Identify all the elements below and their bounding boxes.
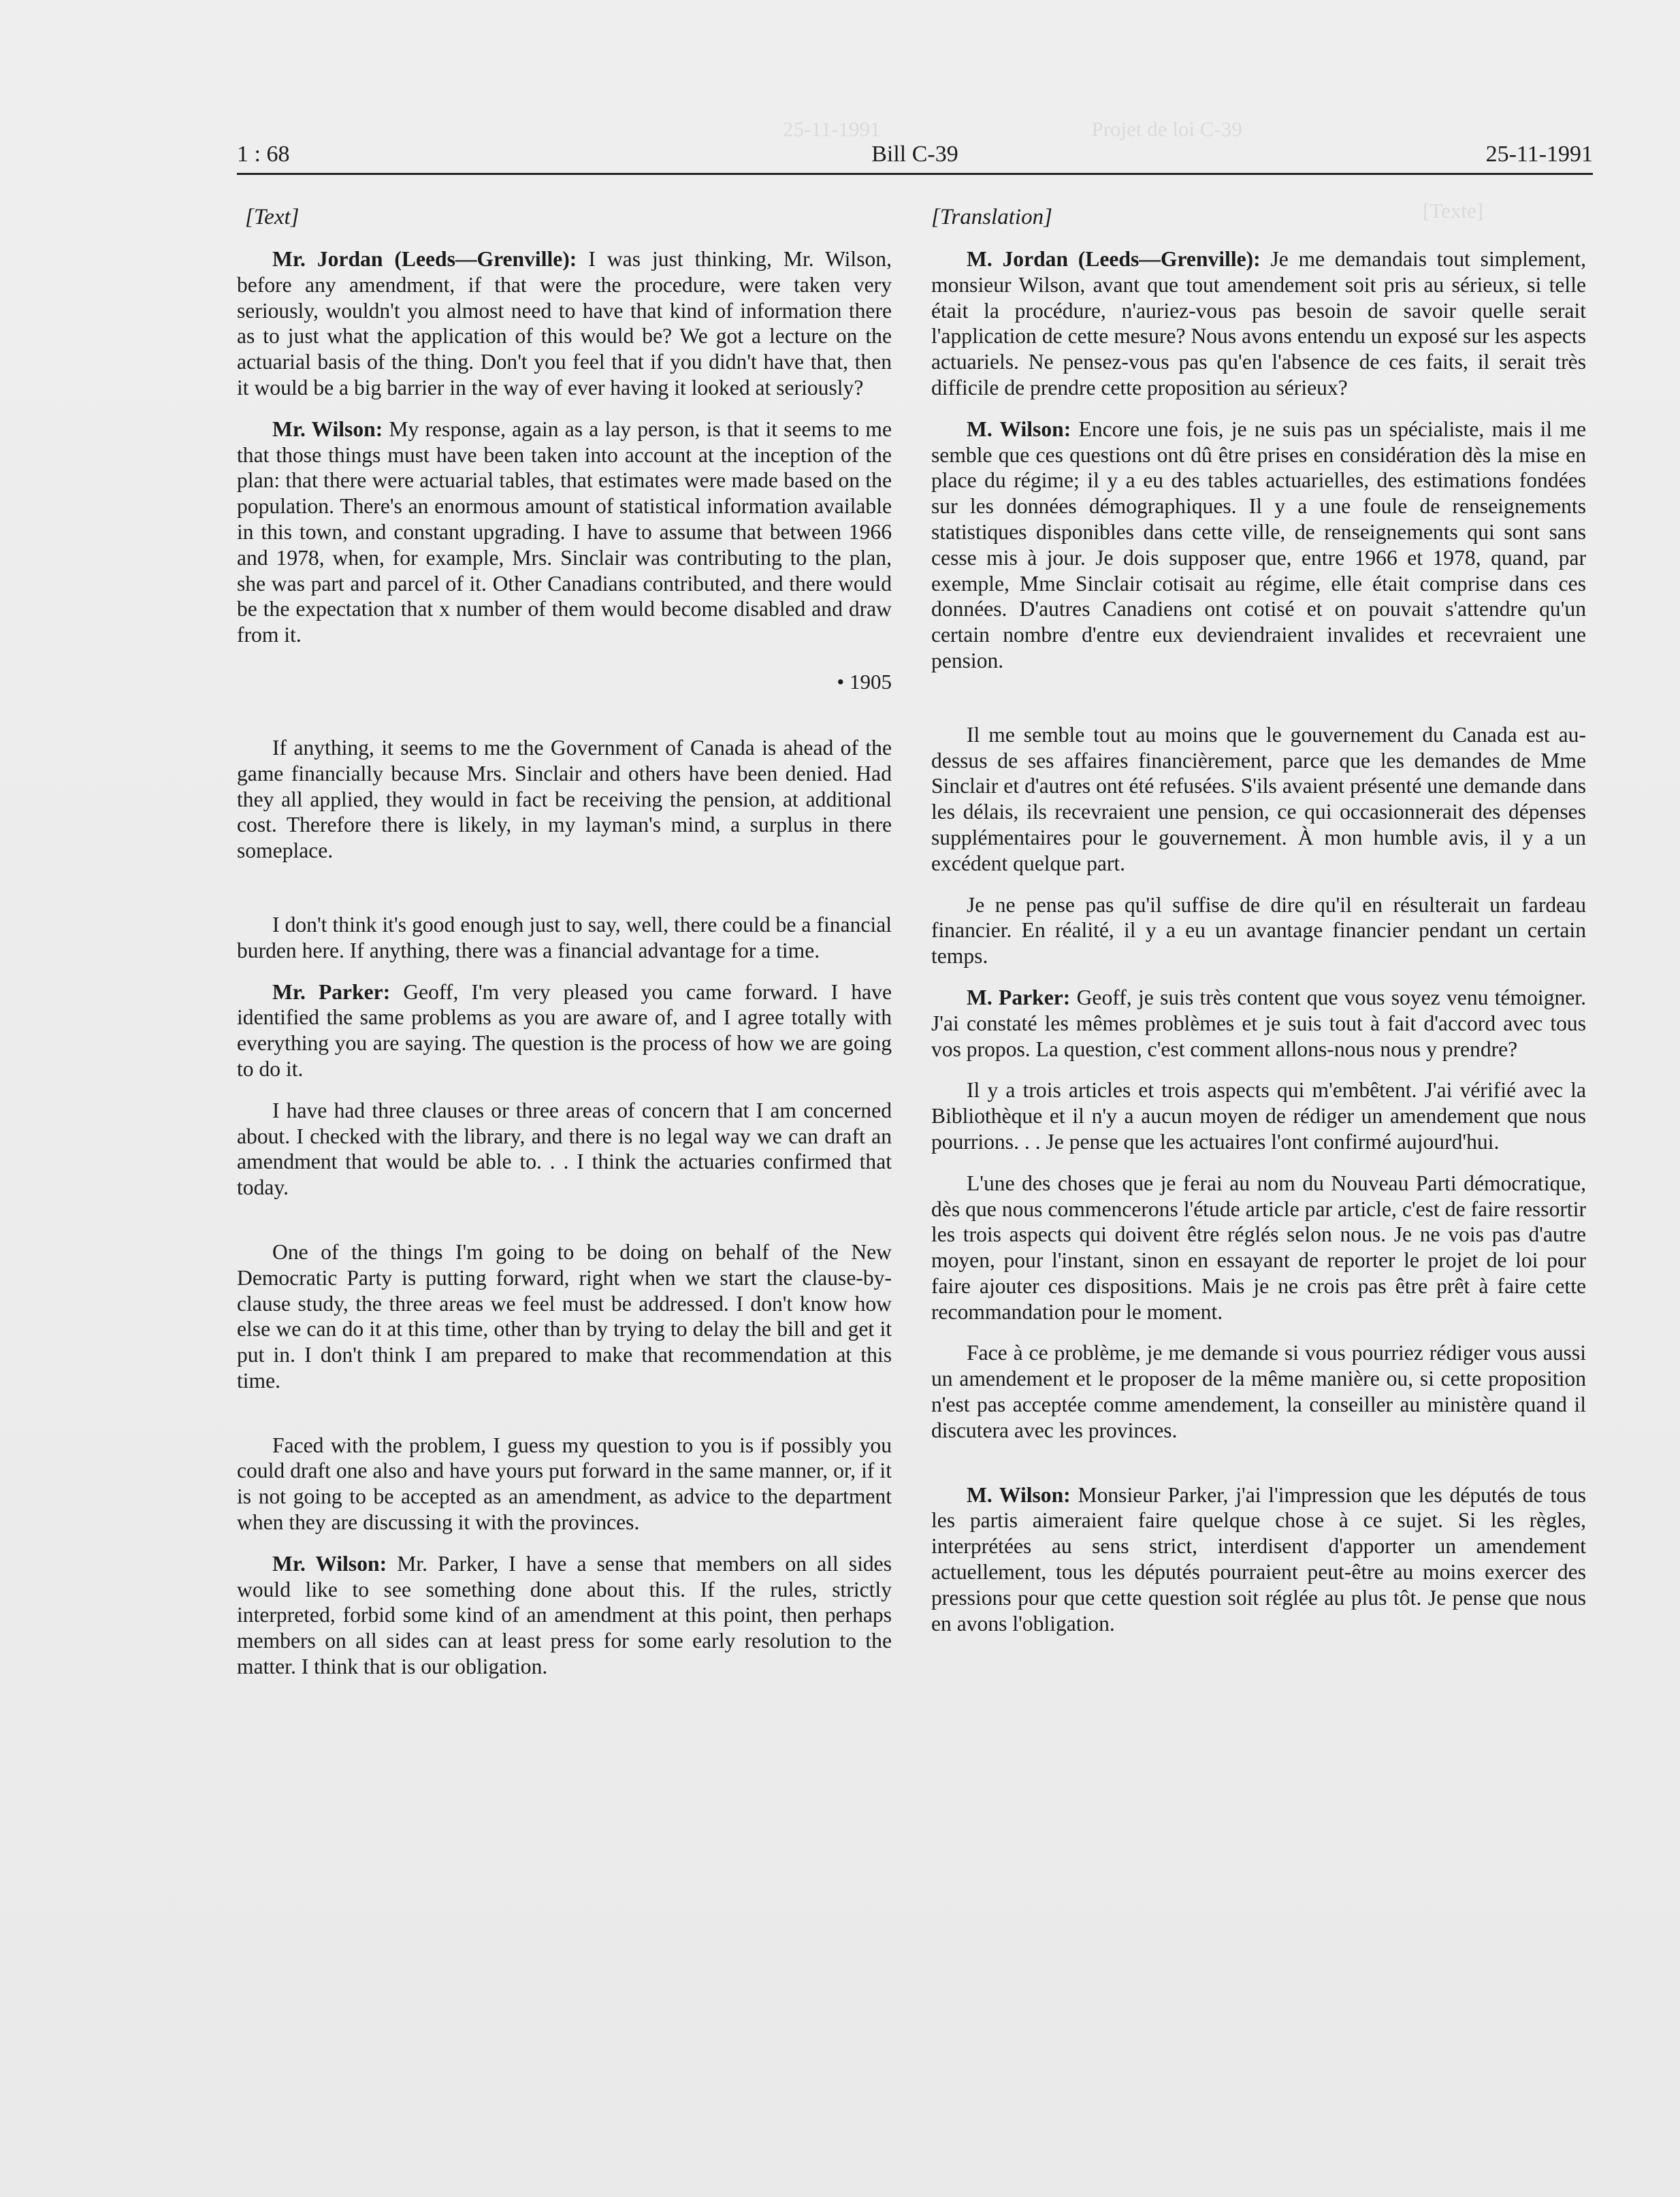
column-tag: [Translation]	[931, 205, 1052, 229]
paragraph	[237, 979, 892, 1082]
paragraph	[237, 417, 892, 648]
paragraph-text: Encore une fois, je ne suis pas un spécialiste, mais il me semble que ces questions ont dû être prises en considération dès la mise en place du régime; il y a eu des tables actuarielles, des estimations fondées sur les données démographiques. Il y a une foule de renseignements statistiques disponibles dans cette ville, de renseignements qui sont sans cesse mis à jour. Je dois supposer que, entre 1966 et 1978, quand, par exemple, Mme Sinclair cotisait au régime, elle était comprise dans ces données. D'autres Canadiens ont cotisé et on pouvait s'attendre qu'un certain nombre d'entre eux deviendraient invalides et recevraient une pension.	[931, 417, 1587, 672]
show-through-texture: [Texte]	[1423, 199, 1484, 223]
paragraph	[931, 1482, 1586, 1637]
paragraph-text: Il y a trois articles et trois aspects qui m'embêtent. J'ai vérifié avec la Bibliothèque et il n'y a aucun moyen de rédiger un amendement que nous pourrions. . . Je pense que les actuaires l'ont confirmé aujourd'hui.	[931, 1078, 1586, 1154]
paragraph	[931, 246, 1586, 401]
paragraph	[931, 892, 1586, 969]
paragraph	[237, 912, 892, 964]
speaker-name: Mr. Wilson:	[272, 417, 383, 441]
paragraph-text: Monsieur Parker, j'ai l'impression que les députés de tous les partis aimeraient faire quelque chose à ce sujet. Si les règles, interprétées au sens strict, interdisent d'apporter un amendement actuellement, tous les députés pourraient peut-être au moins exercer des pressions pour que cette question soit réglée au plus tôt. Je pense que nous en avons l'obligation.	[931, 1482, 1586, 1635]
show-through-texture: 25-11-1991 Projet de loi C-39	[783, 117, 1242, 141]
bill-title: Bill C-39	[871, 142, 958, 167]
page-number: 1 : 68	[237, 142, 290, 167]
page-header	[237, 136, 1593, 175]
speaker-name: M. Wilson:	[967, 417, 1071, 441]
paragraph	[931, 1171, 1586, 1325]
english-column	[237, 203, 892, 1695]
paragraph-text: Je me demandais tout simplement, monsieur Wilson, avant que tout amendement soit pris au sérieux, si telle était la procédure, n'auriez-vous pas besoin de savoir quelle serait l'application de cette mesure? Nous avons entendu un exposé sur les aspects actuariels. Ne pensez-vous pas qu'en l'absence de ces faits, il serait très difficile de prendre cette proposition au sérieux?	[931, 247, 1586, 400]
paragraph	[931, 417, 1586, 674]
paragraph-gap	[931, 1459, 1586, 1482]
paragraph-gap	[931, 689, 1586, 722]
timestamp-marker: • 1905	[837, 669, 892, 694]
french-column	[931, 203, 1586, 1652]
paragraph-text: One of the things I'm going to be doing on behalf of the New Democratic Party is putting forward, right when we start the clause-by-clause study, the three areas we feel must be addressed. I don't know how else we can do it at this time, other than by trying to delay the bill and get it put in. I don't think I am prepared to make that recommendation at this time.	[237, 1239, 892, 1393]
paragraph-text: Geoff, je suis très content que vous soyez venu témoigner. J'ai constaté les mêmes problèmes et je suis tout à fait d'accord avec tous vos propos. La question, c'est comment allons-nous nous y prendre?	[931, 985, 1586, 1061]
paragraph	[237, 1433, 892, 1535]
speaker-name: Mr. Wilson:	[272, 1551, 387, 1576]
column-tag: [Text]	[245, 205, 300, 229]
paragraph-text: Face à ce problème, je me demande si vous pourriez rédiger vous aussi un amendement et le proposer de la même manière ou, si cette proposition n'est pas acceptée comme amendement, la conseiller au ministère quand il discutera avec les provinces.	[931, 1341, 1586, 1442]
paragraph	[931, 722, 1586, 877]
paragraph-text: Faced with the problem, I guess my question to you is if possibly you could draft one also and have yours put forward in the same manner, or, if it is not going to be accepted as an amendment, as advice to the department when they are discussing it with the provinces.	[237, 1433, 892, 1535]
paragraph-gap	[237, 1410, 892, 1433]
speaker-name: M. Wilson:	[967, 1482, 1071, 1507]
paragraph	[237, 735, 892, 864]
paragraph	[931, 1340, 1586, 1443]
paragraph-text: If anything, it seems to me the Government of Canada is ahead of the game financially because Mrs. Sinclair and others have been denied. Had they all applied, they would in fact be receiving the pension, at additional cost. Therefore there is likely, in my layman's mind, a surplus in there someplace.	[237, 735, 892, 863]
paragraph	[237, 1551, 892, 1680]
paragraph-gap	[237, 879, 892, 912]
paragraph-text: I don't think it's good enough just to say, well, there could be a financial burden here. If anything, there was a financial advantage for a time.	[237, 912, 892, 962]
speaker-name: Mr. Parker:	[272, 979, 391, 1004]
speaker-name: M. Jordan (Leeds—Grenville):	[967, 247, 1261, 271]
speaker-name: Mr. Jordan (Leeds—Grenville):	[272, 247, 577, 271]
paragraph-gap	[237, 1216, 892, 1239]
paragraph	[931, 985, 1586, 1062]
paragraph-text: My response, again as a lay person, is that it seems to me that those things must have been taken into account at the inception of the plan: that there were actuarial tables, that estimates were made based on the population. There's an enormous amount of statistical information available in this town, and constant upgrading. I have to assume that between 1966 and 1978, when, for example, Mrs. Sinclair was contributing to the plan, she was part and parcel of it. Other Canadians contributed, and there would be the expectation that x number of them would become disabled and draw from it.	[237, 417, 892, 647]
paragraph-text: L'une des choses que je ferai au nom du Nouveau Parti démocratique, dès que nous commencerons l'étude article par article, c'est de faire ressortir les trois aspects qui doivent être réglés selon nous. Je ne vois pas d'autre moyen, pour l'instant, sinon en essayant de reporter le projet de loi pour faire ajouter ces dispositions. Mais je ne crois pas être prêt à faire cette recommandation pour le moment.	[931, 1171, 1586, 1324]
header-date: 25-11-1991	[1485, 142, 1593, 167]
paragraph-text: I have had three clauses or three areas of concern that I am concerned about. I checked with the library, and there is no legal way we can draft an amendment that would be able to. . . I think the actuaries confirmed that today.	[237, 1098, 892, 1200]
paragraph-text: Il me semble tout au moins que le gouvernement du Canada est au-dessus de ses affaires financièrement, parce que les demandes de Mme Sinclair et d'autres ont été refusées. S'ils avaient présenté une demande dans les délais, ils recevraient une pension, ce qui occasionnerait des dépenses supplémentaires pour le gouvernement. À mon humble avis, il y a un excédent quelque part.	[931, 722, 1586, 875]
paragraph-text: Geoff, I'm very pleased you came forward. I have identified the same problems as you are aware of, and I agree totally with everything you are saying. The question is the process of how we are going to do it.	[237, 979, 892, 1081]
paragraph	[237, 1098, 892, 1201]
paragraph-text: I was just thinking, Mr. Wilson, before any amendment, if that were the procedure, were taken very seriously, wouldn't you almost need to have that kind of information there as to just what the application of this would be? We got a lecture on the actuarial basis of the thing. Don't you feel that if you didn't have that, then it would be a big barrier in the way of ever having it looked at seriously?	[237, 247, 892, 400]
paragraph	[931, 1077, 1586, 1154]
paragraph	[237, 1239, 892, 1394]
paragraph	[237, 246, 892, 401]
paragraph-text: Mr. Parker, I have a sense that members on all sides would like to see something done about this. If the rules, strictly interpreted, forbid some kind of an amendment at this point, then perhaps members on all sides can at least press for some early resolution to the matter. I think that is our obligation.	[237, 1551, 892, 1679]
paragraph-text: Je ne pense pas qu'il suffise de dire qu'il en résulterait un fardeau financier. En réalité, il y a eu un avantage financier pendant un certain temps.	[931, 892, 1586, 969]
speaker-name: M. Parker:	[967, 985, 1071, 1009]
